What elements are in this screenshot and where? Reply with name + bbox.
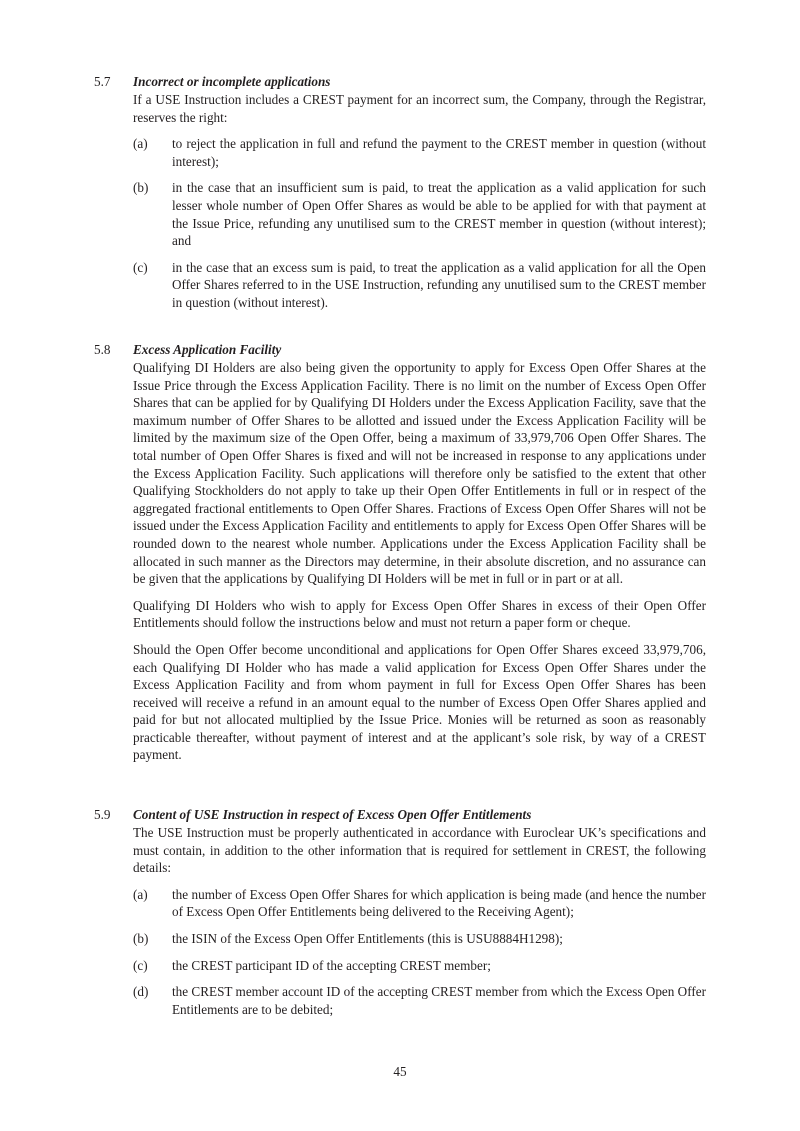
paragraph: Should the Open Offer become unconditional and applications for Open Offer Shares exceed 33,979,706, each Qualifying DI Holder who has made a valid application for Excess Open Offer Shares under the Excess Application Facility and from whom payment in full for Excess Open Offer Shares has been received will receive a refund in an amount equal to the number of Excess Open Offer Shares applied and paid for but not allocated multiplied by the Issue Price. Monies will be returned as soon as reasonably practicable thereafter, without payment of interest and at the applicant’s sole risk, by way of a CREST payment. [133, 641, 706, 763]
item-label: (c) [133, 259, 148, 275]
item-label: (a) [133, 886, 148, 902]
item-text: in the case that an excess sum is paid, to treat the application as a valid application for all the Open Offer Shares referred to in the USE Instruction, refunding any unutilised sum to the CREST member in question (without interest). [172, 259, 706, 310]
paragraph: If a USE Instruction includes a CREST payment for an incorrect sum, the Company, through the Registrar, reserves the right: [133, 92, 706, 125]
item-text: the CREST participant ID of the accepting CREST member; [172, 957, 491, 973]
list-item [94, 886, 706, 921]
item-label: (d) [133, 984, 149, 1000]
paragraph: Qualifying DI Holders who wish to apply for Excess Open Offer Shares in excess of their Open Offer Entitlements should follow the instructions below and must not return a paper form or cheque. [133, 597, 706, 631]
list-item [94, 259, 706, 312]
list-item [94, 135, 706, 170]
item-label: (c) [133, 957, 148, 973]
section-title: Content of USE Instruction in respect of Excess Open Offer Entitlements [133, 807, 532, 822]
item-label: (a) [133, 136, 148, 152]
paragraph: The USE Instruction must be properly authenticated in accordance with Euroclear UK’s specifications and must contain, in addition to the other information that is required for settlement in CREST, the following details: [133, 825, 706, 876]
item-label: (b) [133, 180, 149, 196]
list-item [94, 957, 706, 975]
section-number: 5.9 [94, 807, 111, 822]
item-text: the ISIN of the Excess Open Offer Entitlements (this is USU8884H1298); [172, 930, 563, 946]
section-title: Incorrect or incomplete applications [133, 74, 331, 89]
item-label: (b) [133, 930, 149, 946]
list-item [94, 983, 706, 1018]
section-heading [94, 341, 706, 359]
section-5-9 [94, 806, 706, 1018]
section-5-7 [94, 73, 706, 312]
section-5-8 [94, 341, 706, 764]
item-text: to reject the application in full and refund the payment to the CREST member in question (without interest); [172, 136, 706, 169]
section-heading [94, 806, 706, 824]
list-item [94, 179, 706, 249]
item-text: in the case that an insufficient sum is paid, to treat the application as a valid application for such lesser whole number of Open Offer Shares as would be able to be applied for with that payment at the Issue Price, refunding any unutilised sum to the CREST member in question (without interest); and [172, 180, 706, 249]
list-item [94, 930, 706, 948]
section-title: Excess Application Facility [133, 342, 282, 357]
section-number: 5.7 [94, 74, 111, 89]
item-text: the number of Excess Open Offer Shares for which application is being made (and hence the number of Excess Open Offer Entitlements being delivered to the Receiving Agent); [172, 886, 706, 920]
paragraph: Qualifying DI Holders are also being given the opportunity to apply for Excess Open Offer Shares at the Issue Price through the Excess Application Facility. There is no limit on the number of Excess Open Offer Shares that can be applied for by Qualifying DI Holders under the Excess Application Facility, save that the maximum number of Offer Shares to be allotted and issued under the Excess Application Facility will be limited by the maximum size of the Open Offer, being a maximum of 33,979,706 Open Offer Shares. The total number of Open Offer Shares is fixed and will not be increased in response to any applications under the Excess Application Facility. Such applications will therefore only be satisfied to the extent that other Qualifying Stockholders do not apply to take up their Open Offer Entitlements in full or in respect of the aggregated fractional entitlements to Open Offer Shares. Fractions of Excess Open Offer Shares will not be issued under the Excess Application Facility and entitlements to apply for Excess Open Offer Shares will be rounded down to the nearest whole number. Applications under the Excess Application Facility shall be allocated in such manner as the Directors may determine, in their absolute discretion, and no assurance can be given that the applications by Qualifying DI Holders will be met in full or in part or at all. [133, 360, 706, 587]
section-number: 5.8 [94, 342, 111, 357]
page-number: 45 [393, 1064, 407, 1079]
section-heading [94, 73, 706, 91]
item-text: the CREST member account ID of the accepting CREST member from which the Excess Open Offer Entitlements are to be debited; [172, 984, 706, 1017]
